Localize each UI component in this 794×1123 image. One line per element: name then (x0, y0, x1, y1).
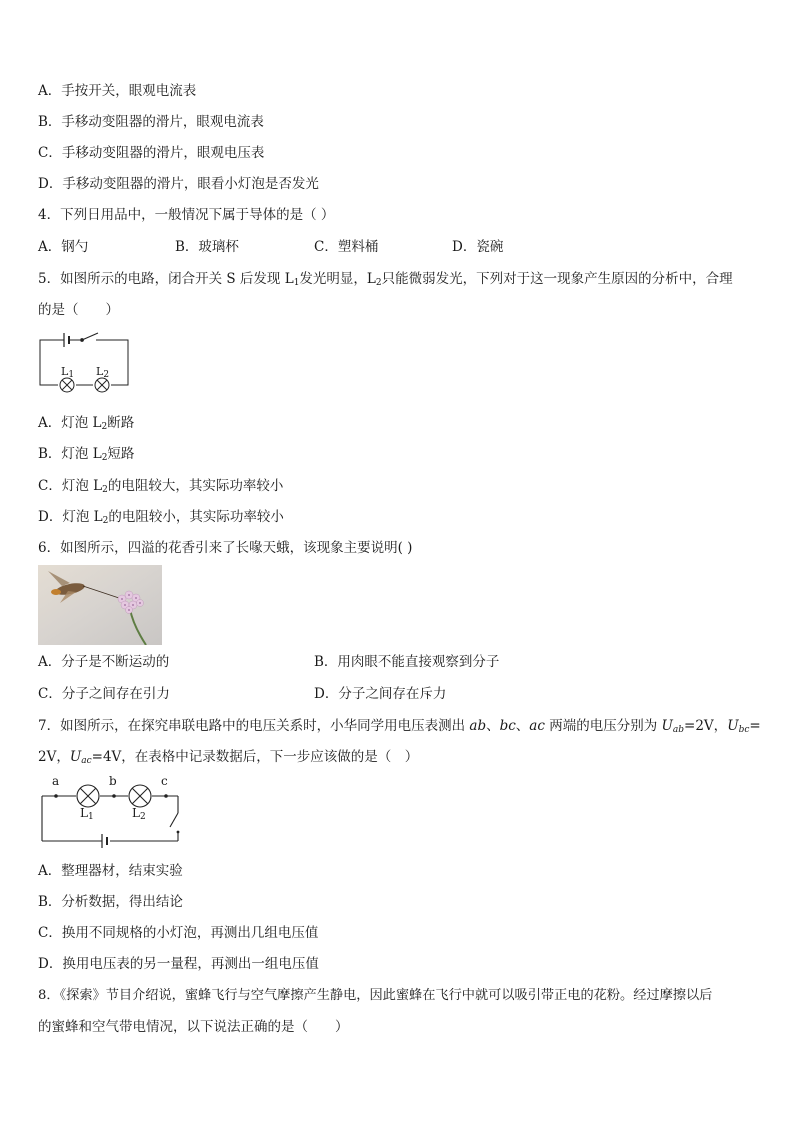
q7-stem-line2: 2V，$U_{ac}=4V$，在表格中记录数据后，下一步应该做的是（ ） (38, 749, 419, 766)
q8-stem-line2: 的蜜蜂和空气带电情况，以下说法正确的是（ ） (38, 1019, 349, 1035)
q7-fig-label-c: c (161, 774, 168, 788)
q3-option-d: D．手移动变阻器的滑片，眼看小灯泡是否发光 (38, 176, 319, 192)
q4-option-b: B．玻璃杯 (175, 239, 239, 255)
q5-option-c: C．灯泡 $L_2$的电阻较大，其实际功率较小 (38, 478, 284, 495)
q7-option-a: A．整理器材，结束实验 (38, 863, 183, 879)
q5-stem-line2: 的是（ ） (38, 302, 119, 318)
q7-fig-label-l1: $L_1$ (80, 806, 94, 822)
q7-stem-line1: 7．如图所示，在探究串联电路中的电压关系时，小华同学用电压表测出 ab、bc、ac 两端的电压分别为 $U_{ab}=2V$，$U_{bc}=$ (38, 718, 761, 735)
q3-option-c: C．手移动变阻器的滑片，眼观电压表 (38, 145, 265, 161)
q3-option-a: A．手按开关，眼观电流表 (38, 83, 197, 99)
q5-fig-label-l1: $L_1$ (61, 365, 75, 380)
q7-fig-label-a: a (52, 774, 60, 788)
q7-fig-label-b: b (109, 774, 117, 788)
q7-option-b: B．分析数据，得出结论 (38, 894, 183, 910)
q6-stem: 6．如图所示，四溢的花香引来了长喙天蛾，该现象主要说明( ) (38, 540, 413, 556)
q6-option-b: B．用肉眼不能直接观察到分子 (314, 654, 500, 670)
q5-option-b: B．灯泡 $L_2$短路 (38, 446, 135, 463)
q5-option-d: D．灯泡 $L_2$的电阻较小，其实际功率较小 (38, 509, 284, 526)
q4-stem: 4．下列日用品中，一般情况下属于导体的是（ ） (38, 207, 335, 223)
q6-option-a: A．分子是不断运动的 (38, 654, 170, 670)
q7-option-d: D．换用电压表的另一量程，再测出一组电压值 (38, 956, 319, 972)
q6-option-d: D．分子之间存在斥力 (314, 686, 447, 702)
q4-option-d: D．瓷碗 (452, 239, 504, 255)
q5-option-a: A．灯泡 $L_2$断路 (38, 415, 135, 432)
q4-option-c: C．塑料桶 (314, 239, 379, 255)
q8-stem-line1: 8．《探索》节目介绍说，蜜蜂飞行与空气摩擦产生静电，因此蜜蜂在飞行中就可以吸引带正电的花粉。经过摩擦以后 (38, 988, 713, 1003)
q5-stem-line1: 5．如图所示的电路，闭合开关 S 后发现 $L_1$发光明显，$L_2$只能微弱发光，下列对于这一现象产生原因的分析中，合理 (38, 271, 733, 288)
q6-moth-flower-photo (38, 565, 162, 645)
q5-fig-label-l2: $L_2$ (96, 365, 110, 380)
q4-option-a: A．钢勺 (38, 239, 89, 255)
q6-option-c: C．分子之间存在引力 (38, 686, 170, 702)
q7-fig-label-l2: $L_2$ (132, 806, 146, 822)
q7-option-c: C．换用不同规格的小灯泡，再测出几组电压值 (38, 925, 319, 941)
q3-option-b: B．手移动变阻器的滑片，眼观电流表 (38, 114, 264, 130)
q5-circuit-diagram (36, 328, 136, 400)
